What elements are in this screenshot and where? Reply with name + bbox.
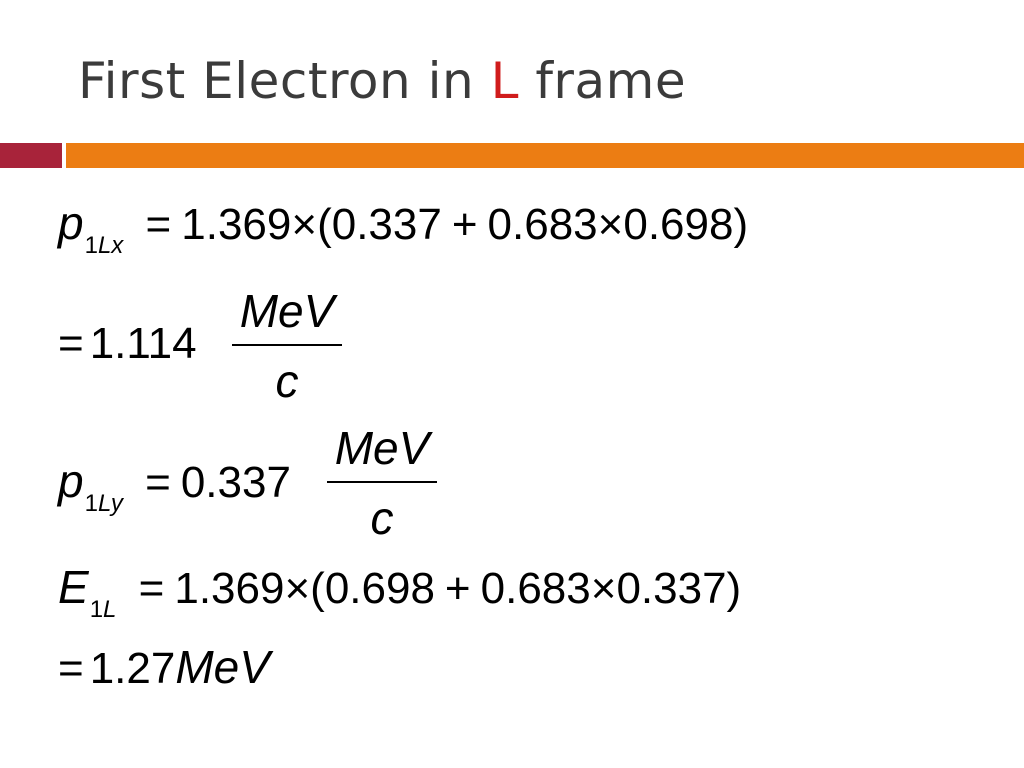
eq1-sub-number: 1 [84, 232, 98, 259]
equation-result-e [58, 641, 270, 693]
eq4-subscript [90, 596, 117, 623]
eq1-variable: p [58, 197, 84, 249]
eq2-value: 1.114 [89, 319, 197, 368]
eq3-fraction-line [327, 481, 437, 483]
eq1-c: 0.683 [487, 200, 598, 249]
eq4-lparen: ( [310, 564, 325, 613]
eq4-times1: × [284, 564, 311, 613]
eq5-equals: = [58, 644, 84, 693]
eq4-c: 0.683 [480, 564, 591, 613]
eq4-variable: E [58, 561, 89, 613]
eq1-a: 1.369 [181, 200, 292, 249]
accent-bar-right [66, 143, 1024, 168]
eq4-d: 0.337 [616, 564, 727, 613]
eq3-unit-fraction [327, 421, 437, 545]
eq2-unit-numerator: MeV [239, 285, 335, 337]
title-suffix: frame [518, 52, 687, 110]
eq1-times1: × [291, 200, 318, 249]
eq3-unit-denominator: c [370, 492, 394, 544]
title-highlight: L [490, 52, 519, 110]
eq3-variable: p [58, 455, 84, 507]
eq4-b: 0.698 [324, 564, 435, 613]
eq2-unit-fraction [232, 284, 342, 408]
slide-title [78, 52, 686, 110]
eq1-subscript [85, 232, 124, 259]
eq1-b: 0.337 [331, 200, 442, 249]
eq1-equals: = [145, 200, 172, 249]
eq4-sub-number: 1 [89, 596, 104, 623]
eq5-value: 1.27 [89, 644, 176, 693]
eq1-plus: + [451, 200, 478, 249]
eq3-equals: = [145, 458, 171, 507]
eq4-rparen: ) [726, 564, 742, 613]
eq1-sub-variable: Lx [97, 232, 124, 259]
title-prefix: First Electron in [78, 52, 491, 110]
eq4-plus: + [444, 564, 471, 613]
eq4-sub-variable: L [103, 596, 117, 623]
eq2-unit-denominator: c [275, 355, 299, 407]
equation-p1ly [58, 455, 291, 517]
equation-p1lx [58, 197, 749, 259]
eq1-d: 0.698 [623, 200, 734, 249]
eq2-equals: = [58, 319, 84, 368]
eq2-fraction-line [232, 344, 342, 346]
accent-bar-left [0, 143, 62, 168]
eq3-value: 0.337 [180, 458, 291, 507]
equation-e1l [58, 561, 742, 623]
eq3-sub-number: 1 [84, 490, 98, 517]
eq1-times2: × [597, 200, 624, 249]
eq3-unit-numerator: MeV [334, 422, 430, 474]
eq5-unit: MeV [175, 641, 270, 693]
eq4-equals: = [138, 564, 165, 613]
eq1-lparen: ( [317, 200, 332, 249]
eq1-rparen: ) [733, 200, 749, 249]
eq3-sub-variable: Ly [97, 490, 123, 517]
equation-result-px [58, 319, 197, 368]
eq4-a: 1.369 [174, 564, 285, 613]
eq4-times2: × [590, 564, 617, 613]
eq3-subscript [85, 490, 123, 517]
